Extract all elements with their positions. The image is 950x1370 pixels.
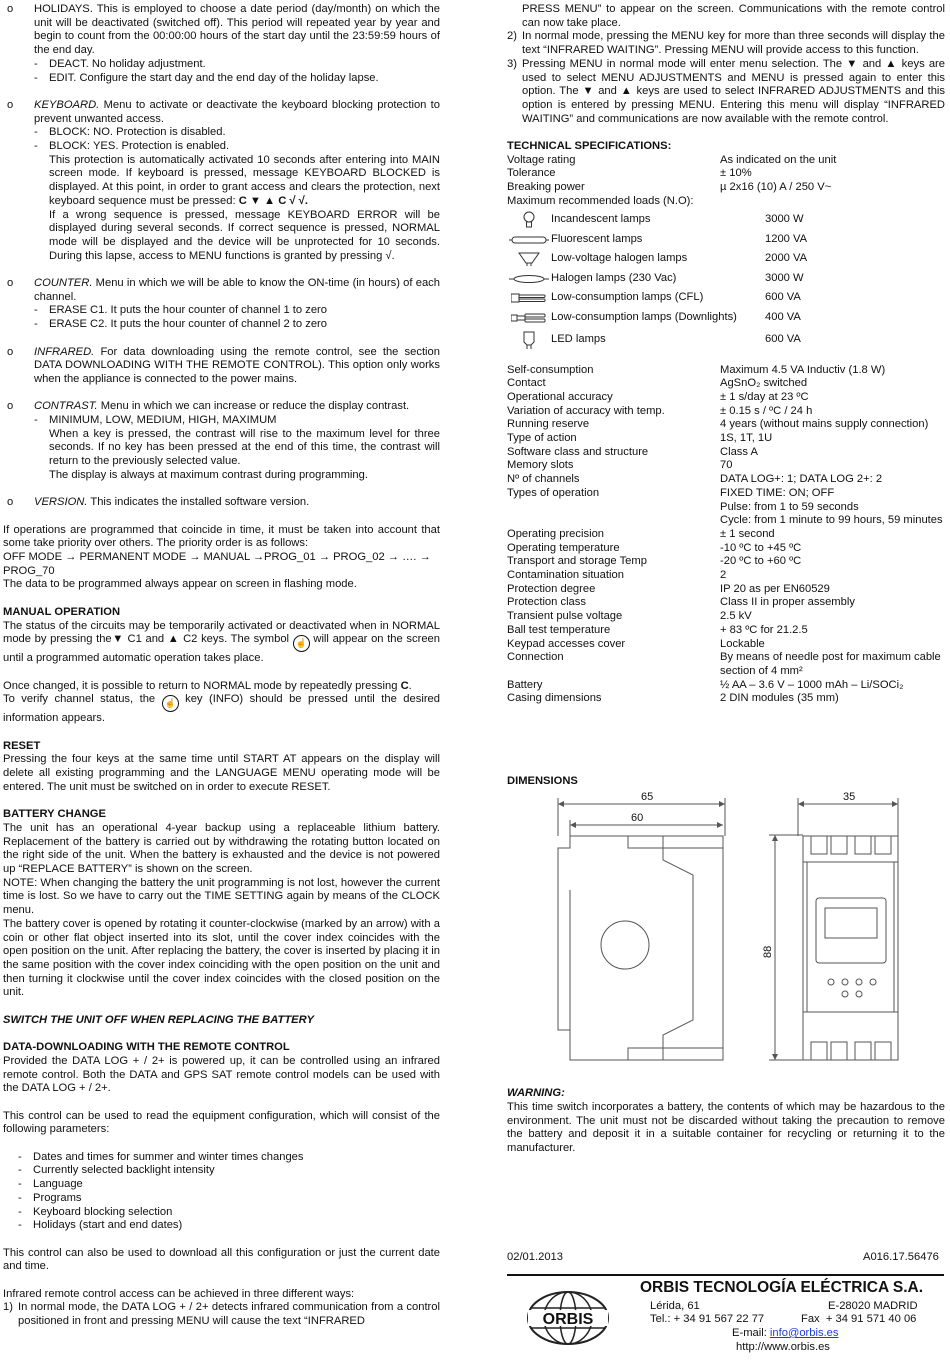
load-row: Halogen lamps (230 Vac) 3000 W xyxy=(507,269,945,289)
spec-value: 4 years (without mains supply connection) xyxy=(720,418,929,431)
dimensions-heading: DIMENSIONS xyxy=(507,775,578,787)
load-row: Incandescent lamps 3000 W xyxy=(507,211,945,231)
right-column xyxy=(507,3,945,706)
contrast-extra-1: When a key is pressed, the contrast will rise to the maximum level for three seconds. If no key has been pressed at the end of this time, the contrast will return to the previously selected value. xyxy=(49,427,440,468)
spec-value: 2 xyxy=(720,569,727,582)
spec-key: Connection xyxy=(507,651,564,664)
table-row xyxy=(507,501,945,515)
load-row: Fluorescent lamps 1200 VA xyxy=(507,230,945,250)
counter-text: COUNTER. Menu in which we will be able to know the ON-time (in hours) of each channel. xyxy=(34,277,440,303)
access-way-1: 1) In normal mode, the DATA LOG + / 2+ detects infrared communication from a control positioned in front and pressing MENU will cause the text “INFRARED xyxy=(3,1301,440,1328)
switch-off-warning: SWITCH THE UNIT OFF WHEN REPLACING THE BATTERY xyxy=(3,1013,314,1026)
footer-divider xyxy=(507,1274,944,1276)
table-row xyxy=(507,391,945,405)
table-row xyxy=(507,514,945,528)
table-row xyxy=(507,377,945,391)
load-row: Low-consumption lamps (CFL) 600 VA xyxy=(507,289,945,309)
warning-heading: WARNING: xyxy=(507,1087,565,1099)
contrast-extra-2: The display is always at maximum contrast during programming. xyxy=(49,468,368,481)
loads-label: Maximum recommended loads (N.O): xyxy=(507,194,694,207)
downlight-lamp-icon xyxy=(507,310,551,326)
contrast-text: CONTRAST. Menu in which we can increase or reduce the display contrast. xyxy=(34,400,410,413)
spec-value: IP 20 as per EN60529 xyxy=(720,582,830,595)
battery-text-1: The unit has an operational 4-year backup using a replaceable lithium battery. Replacement of the battery is carried out by withdrawing the rotating button located on the right side of the unit. When the battery is exhausted and the device is not powered up “REPLACE BATTERY” is shown on the screen. xyxy=(3,821,440,876)
priority-order: OFF MODE → PERMANENT MODE → MANUAL →PROG_01 → PROG_02 → …. → PROG_70 xyxy=(3,551,431,577)
spec-table xyxy=(507,364,945,707)
spec-key xyxy=(507,501,720,515)
fluorescent-lamp-icon xyxy=(507,232,551,248)
list-item: - Programs xyxy=(18,1191,82,1204)
manual-text-2: Once changed, it is possible to return to NORMAL mode by repeatedly pressing C. xyxy=(3,679,412,692)
spec-value: ± 1 s/day at 23 ºC xyxy=(720,390,809,403)
keyboard-text: KEYBOARD. Menu to activate or deactivate the keyboard blocking protection to prevent unwanted access. xyxy=(34,98,440,125)
spec-key: Transport and storage Temp xyxy=(507,555,647,568)
spec-key: Keypad accesses cover xyxy=(507,637,626,650)
spec-value: 70 xyxy=(720,459,733,472)
holidays-item xyxy=(3,3,440,85)
led-lamp-icon xyxy=(507,332,551,348)
table-row xyxy=(507,432,945,446)
spec-key: Running reserve xyxy=(507,418,590,431)
spec-value: Lockable xyxy=(720,637,765,650)
holidays-text: HOLIDAYS. This is employed to choose a date period (day/month) on which the unit will be deactivated (switched off). This period will repeated year by year and begin to count from the 00:00:00 hours of the start day until the 23:59:59 hours of the end day. xyxy=(34,3,440,57)
download-text-2: This control can be used to read the equipment configuration, which will consist of the following parameters: xyxy=(3,1109,440,1136)
download-text-3: This control can also be used to download all this configuration or just the current date and time. xyxy=(3,1246,440,1273)
spec-key: Operating precision xyxy=(507,527,605,540)
spec-value: -10 ºC to +45 ºC xyxy=(720,541,802,554)
spec-value: 2.5 kV xyxy=(720,610,752,623)
table-row xyxy=(507,473,945,487)
reset-heading: RESET xyxy=(3,739,41,752)
info-key-icon: ☝ xyxy=(162,695,179,712)
table-row xyxy=(507,651,945,678)
battery-heading: BATTERY CHANGE xyxy=(3,808,106,821)
spec-key: Ball test temperature xyxy=(507,623,611,636)
list-item: - Currently selected backlight intensity xyxy=(18,1164,215,1177)
spec-value: DATA LOG+: 1; DATA LOG 2+: 2 xyxy=(720,473,883,486)
spec-value: By means of needle post for maximum cable section of 4 mm² xyxy=(720,651,941,677)
priority-note: The data to be programmed always appear on screen in flashing mode. xyxy=(3,578,357,591)
hand-symbol-icon: ☝ xyxy=(293,635,310,652)
counter-sub-c1: - ERASE C1. It puts the hour counter of channel 1 to zero xyxy=(34,304,327,317)
table-row xyxy=(507,405,945,419)
spec-key: Type of action xyxy=(507,432,577,445)
spec-value: -20 ºC to +60 ºC xyxy=(720,555,802,568)
spec-value: 2 DIN modules (35 mm) xyxy=(720,692,839,705)
incandescent-lamp-icon xyxy=(507,212,551,228)
spec-value: ½ AA – 3.6 V – 1000 mAh – Li/SOCi₂ xyxy=(720,678,904,691)
warning-text: This time switch incorporates a battery, the contents of which may be hazardous to the environment. The unit must not be discarded without taking the precaution to remove the battery and deposit it in a suitable container for recycling or returning it to the manufacturer. xyxy=(507,1101,945,1155)
company-street: Lérida, 61 xyxy=(650,1300,700,1312)
spec-key: Protection degree xyxy=(507,582,596,595)
spec-key: Protection class xyxy=(507,596,586,609)
table-row xyxy=(507,418,945,432)
list-item: - Dates and times for summer and winter times changes xyxy=(18,1150,304,1163)
spec-key: Casing dimensions xyxy=(507,692,602,705)
spec-key: Memory slots xyxy=(507,459,574,472)
orbis-logo xyxy=(522,1286,614,1346)
priority-text: If operations are programmed that coincide in time, it must be taken into account that some take priority over others. The priority order is as follows: xyxy=(3,523,440,550)
spec-value: ± 0.15 s / ºC / 24 h xyxy=(720,404,813,417)
company-city: E-28020 MADRID xyxy=(828,1300,918,1312)
spec-value: + 83 ºC for 21.2.5 xyxy=(720,623,808,636)
email-link[interactable]: info@orbis.es xyxy=(769,1327,839,1339)
load-row: Low-consumption lamps (Downlights) 400 VA xyxy=(507,308,945,328)
load-row: LED lamps 600 VA xyxy=(507,328,945,352)
table-row xyxy=(507,364,945,378)
manual-heading: MANUAL OPERATION xyxy=(3,605,121,618)
battery-text-2: NOTE: When changing the battery the unit programming is not lost, however the current time is lost. So we have to carry out the TIME SETTING again by means of the CLOCK menu. xyxy=(3,876,440,917)
keyboard-item: o KEYBOARD. Menu to activate or deactivate the keyboard blocking protection to prevent unwanted access. - BLOCK: NO. Protection is disabled. - BLOCK: YES. Protection is enabled. This protection is automatically activated 10 seconds after entering into MAIN screen mode. If keyboard is pressed, message KEYBOARD BLOCKED is displayed. At this point, in order to grant access and clears the protection, next keyboard sequence must be pressed: C ▼ ▲ C √ √. If a wrong sequence is pressed, message KEYBOARD ERROR will be displayed during several seconds. If correct sequence is pressed, NORMAL mode will be displayed and the device will be unprotected for 10 seconds. During this lapse, access to MENU functions is granted by pressing √. xyxy=(7,98,440,262)
contrast-sub-levels: - MINIMUM, LOW, MEDIUM, HIGH, MAXIMUM xyxy=(34,414,277,427)
keyboard-sub-no: - BLOCK: NO. Protection is disabled. xyxy=(34,126,226,139)
table-row xyxy=(507,528,945,542)
company-name: ORBIS TECNOLOGÍA ELÉCTRICA S.A. xyxy=(640,1279,924,1296)
halogen-lamp-icon xyxy=(507,271,551,287)
company-website[interactable]: http://www.orbis.es xyxy=(736,1341,830,1353)
download-heading: DATA-DOWNLOADING WITH THE REMOTE CONTROL xyxy=(3,1041,290,1054)
table-row xyxy=(507,459,945,473)
parameter-list xyxy=(3,1151,440,1233)
dimension-35: 35 xyxy=(843,791,856,803)
spec-value: Maximum 4.5 VA Inductiv (1.8 W) xyxy=(720,363,886,376)
company-fax: Fax + 34 91 571 40 06 xyxy=(801,1313,917,1325)
infrared-item: o INFRARED. For data downloading using the remote control, see the section DATA DOWNLOADING WITH THE REMOTE CONTROL). This option only works when the appliance is connected to the power mains. xyxy=(7,345,440,385)
table-row xyxy=(507,569,945,583)
version-text: VERSION. This indicates the installed software version. xyxy=(34,496,310,509)
table-row xyxy=(507,596,945,610)
spec-key: Contact xyxy=(507,377,546,390)
dimensions-drawing xyxy=(513,790,950,1080)
table-row xyxy=(507,555,945,569)
table-row xyxy=(507,638,945,652)
version-item: o VERSION. This indicates the installed software version. xyxy=(3,496,440,510)
download-text-4: Infrared remote control access can be achieved in three different ways: xyxy=(3,1287,355,1300)
left-column xyxy=(3,3,440,1329)
spec-key: Contamination situation xyxy=(507,569,624,582)
load-row: Low-voltage halogen lamps 2000 VA xyxy=(507,250,945,270)
access-way-1-continued: PRESS MENU” to appear on the screen. Communications with the remote control can now take place. xyxy=(522,3,945,29)
counter-item: o COUNTER. Menu in which we will be able to know the ON-time (in hours) of each channel. - ERASE C1. It puts the hour counter of channel 1 to zero - ERASE C2. It puts the hour counter of channel 2 to zero xyxy=(7,277,440,331)
document-code: A016.17.56476 xyxy=(863,1251,939,1263)
list-item: - Keyboard blocking selection xyxy=(18,1205,173,1218)
bullet: o xyxy=(7,3,14,15)
manual-text-3: To verify channel status, the ☝ key (INFO) should be pressed until the desired information appears. xyxy=(3,693,440,725)
manual-text-1: The status of the circuits may be temporarily activated or deactivated when in NORMAL mode by pressing the▼ C1 and ▲ C2 keys. The symbol ☝ will appear on the screen until a programmed automatic operation takes place. xyxy=(3,619,440,665)
list-item: - Holidays (start and end dates) xyxy=(18,1219,183,1232)
company-phone: Tel.: + 34 91 567 22 77 xyxy=(650,1313,765,1325)
table-row xyxy=(507,583,945,597)
dimension-60: 60 xyxy=(631,812,644,824)
table-row: Breaking power µ 2x16 (10) A / 250 V~ xyxy=(507,181,832,194)
tech-heading: TECHNICAL SPECIFICATIONS: xyxy=(507,140,672,153)
low-voltage-halogen-icon xyxy=(507,251,551,267)
table-row xyxy=(507,679,945,693)
counter-sub-c2: - ERASE C2. It puts the hour counter of channel 2 to zero xyxy=(34,318,327,331)
holidays-sub-edit: - EDIT. Configure the start day and the end day of the holiday lapse. xyxy=(34,71,379,84)
reset-text: Pressing the four keys at the same time until START AT appears on the display will delete all existing programming and the LANGUAGE MENU operating mode will be entered. The unit must be switched on in order to execute RESET. xyxy=(3,753,440,793)
logo-text: ORBIS xyxy=(542,1311,594,1328)
table-row: Tolerance ± 10% xyxy=(507,167,752,180)
spec-table-top xyxy=(507,154,945,195)
cfl-lamp-icon xyxy=(507,290,551,306)
spec-value: ± 1 second xyxy=(720,527,775,540)
table-row xyxy=(507,487,945,501)
spec-value: AgSnO₂ switched xyxy=(720,377,808,390)
spec-value: Cycle: from 1 minute to 99 hours, 59 minutes xyxy=(720,514,943,527)
table-row xyxy=(507,624,945,638)
spec-key: Operational accuracy xyxy=(507,390,613,403)
loads-list xyxy=(507,211,945,352)
spec-key: Operating temperature xyxy=(507,541,620,554)
table-row xyxy=(507,446,945,460)
battery-text-3: The battery cover is opened by rotating it counter-clockwise (marked by an arrow) with a coin or other flat object inserted into its slot, until the cover index coincides with the open position on the unit. After replacing the battery, the cover is inserted by placing it in the same position with the cover index coinciding with the open position on the unit and then turning it clockwise until the cover index coincides with the closed position on the unit. xyxy=(3,917,440,999)
table-row xyxy=(507,542,945,556)
list-item: - Language xyxy=(18,1178,83,1191)
table-row xyxy=(507,692,945,706)
download-text-1: Provided the DATA LOG + / 2+ is powered up, it can be controlled using an infrared remote control. Both the DATA and GPS SAT remote control models can be used with the DATA LOG + / 2+. xyxy=(3,1054,440,1095)
dimension-65: 65 xyxy=(641,791,654,803)
access-way-3: 3) Pressing MENU in normal mode will enter menu selection. The ▼ and ▲ keys are used to select MENU ADJUSTMENTS and MENU is pressed again to enter this option. The ▼ and ▲ keys are used to select INFRARED ADJUSTMENTS and this option is entered by pressing MENU. Entering this menu will display “INFRARED WAITING” and communications are now available with the remote control. xyxy=(507,57,945,125)
spec-key: Variation of accuracy with temp. xyxy=(507,404,665,417)
access-way-2: 2) In normal mode, pressing the MENU key for more than three seconds will display the text “INFRARED WAITING”. Pressing MENU will provide access to this function. xyxy=(507,30,945,57)
spec-key: Transient pulse voltage xyxy=(507,610,623,623)
spec-key: Battery xyxy=(507,678,543,691)
contrast-item: o CONTRAST. Menu in which we can increase or reduce the display contrast. - MINIMUM, LOW, MEDIUM, HIGH, MAXIMUM When a key is pressed, the contrast will rise to the maximum level for three seconds. If no key has been pressed at the end of this time, the contrast will return to the previously selected value. The display is always at maximum contrast during programming. xyxy=(7,400,440,481)
spec-value: FIXED TIME: ON; OFF xyxy=(720,486,835,499)
holidays-sub-deact: - DEACT. No holiday adjustment. xyxy=(34,57,206,70)
table-row: Voltage rating As indicated on the unit xyxy=(507,153,837,166)
spec-key: Self-consumption xyxy=(507,363,594,376)
keyboard-sub-yes: - BLOCK: YES. Protection is enabled. xyxy=(34,140,230,153)
table-row xyxy=(507,610,945,624)
spec-value: Class A xyxy=(720,445,758,458)
spec-key: Software class and structure xyxy=(507,445,649,458)
keyboard-protection-text: This protection is automatically activated 10 seconds after entering into MAIN screen mode. If keyboard is pressed, message KEYBOARD BLOCKED is displayed. At this point, in order to grant access and clears the protection, next keyboard sequence must be pressed: C ▼ ▲ C √ √. xyxy=(49,153,440,207)
keyboard-error-text: If a wrong sequence is pressed, message KEYBOARD ERROR will be displayed during several seconds. If correct sequence is pressed, NORMAL mode will be displayed and the device will be unprotected for 10 seconds. During this lapse, access to MENU functions is granted by pressing √. xyxy=(49,208,440,262)
infrared-text: INFRARED. For data downloading using the remote control, see the section DATA DOWNLOADING WITH THE REMOTE CONTROL). This option only works when the appliance is connected to the power mains. xyxy=(34,345,440,385)
spec-key xyxy=(507,514,720,528)
spec-value: Class II in proper assembly xyxy=(720,596,855,609)
spec-key: Types of operation xyxy=(507,486,600,499)
spec-key: Nº of channels xyxy=(507,473,580,486)
document-date: 02/01.2013 xyxy=(507,1251,563,1263)
spec-value: Pulse: from 1 to 59 seconds xyxy=(720,500,859,513)
spec-value: 1S, 1T, 1U xyxy=(720,432,773,445)
company-email-line: E-mail: info@orbis.es xyxy=(732,1327,839,1339)
dimension-88: 88 xyxy=(762,945,774,958)
